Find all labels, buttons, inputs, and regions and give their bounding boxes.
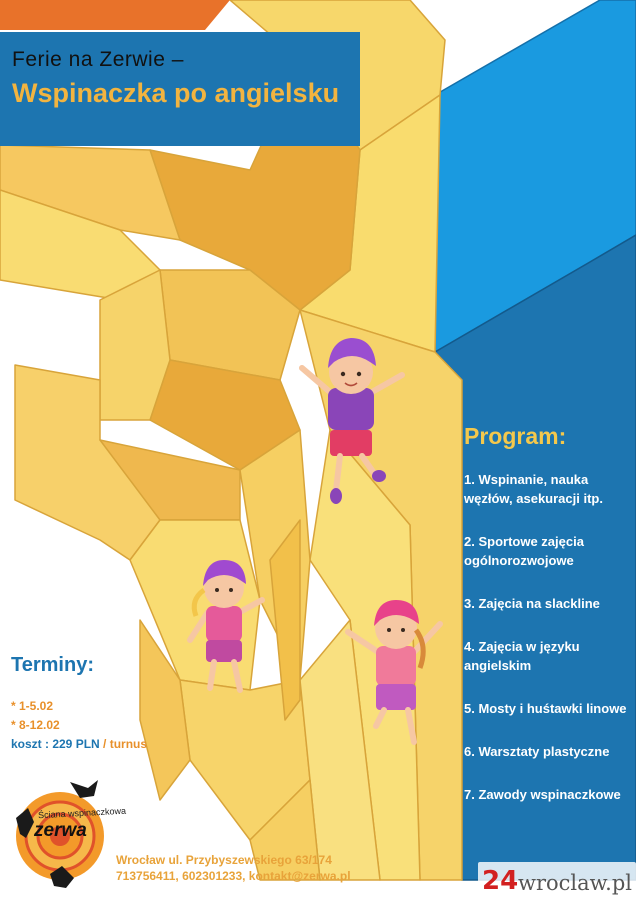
program-item: 3. Zajęcia na slackline: [464, 596, 600, 611]
program-list: [464, 470, 636, 828]
terms-heading: Terminy:: [11, 654, 94, 676]
footer-address: Wrocław ul. Przybyszewskiego 63/174: [116, 853, 332, 867]
logo-wordmark: zerwa: [34, 820, 87, 841]
poster-subtitle: Wspinaczka po angielsku: [12, 78, 340, 108]
program-item: 7. Zawody wspinaczkowe: [464, 787, 621, 802]
term-date: * 8-12.02: [11, 718, 60, 732]
cost-line: [11, 737, 147, 751]
program-item: 5. Mosty i huśtawki linowe: [464, 701, 627, 716]
program-item: 6. Warsztaty plastyczne: [464, 744, 610, 759]
poster-title: Ferie na Zerwie –: [12, 48, 184, 71]
cost-label: koszt : 229 PLN: [11, 737, 100, 751]
watermark-text: wroclaw.pl: [518, 871, 632, 895]
logo-caption: Ściana wspinaczkowa: [37, 805, 127, 821]
program-item: 1. Wspinanie, nauka węzłów, asekuracji itp.: [464, 472, 603, 506]
program-item: 2. Sportowe zajęcia ogólnorozwojowe: [464, 534, 584, 568]
watermark-number: 24: [482, 866, 519, 896]
term-date: * 1-5.02: [11, 699, 54, 713]
program-item: 4. Zajęcia w języku angielskim: [464, 639, 580, 673]
cost-unit: / turnus: [99, 737, 148, 751]
top-orange-corner: [0, 0, 230, 30]
program-heading: Program:: [464, 423, 567, 449]
footer-contact: 713756411, 602301233, kontakt@zerwa.pl: [116, 869, 351, 883]
